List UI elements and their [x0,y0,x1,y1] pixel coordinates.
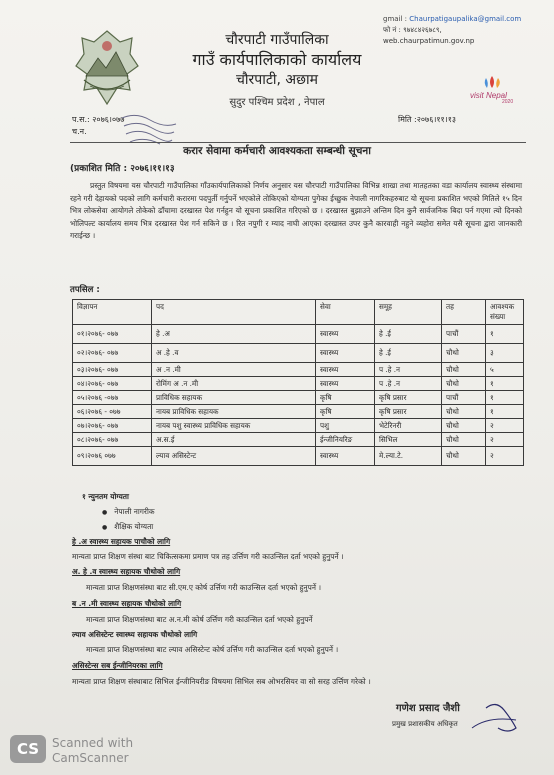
cell-group: प .हे .न [375,377,442,391]
visit-nepal-year: 2020 [502,99,514,104]
published-date: (प्रकाशित मिति : २०७६।११।१३ [70,164,175,174]
schedule-label: तपसिल : [70,285,100,295]
qualification-heading: ल्याव असिस्टेन्ट स्वास्थ्य सहायक चौथोको लागि [72,630,198,639]
qualification-text: मान्यता प्राप्त शिक्षणसंस्था बाट ल्याव असिस्टेन्ट कोर्ष उर्त्तिण गरी काउन्सिल दर्ता भएको हुनुपर्ने । [86,645,339,654]
cell-count: २ [486,433,524,447]
dispatch-number: च.न. [72,127,87,136]
cell-post: हे .अ [152,325,316,344]
camscanner-watermark [52,736,133,766]
notice-title: करार सेवामा कर्मचारी आवश्यकता सम्बन्धी सूचना [183,145,371,157]
col-service: सेवा [316,300,375,325]
cell-advertisement: ०५।२०७६ -०७७ [73,391,152,405]
cell-post: नायब प्राविधिक सहायक [152,405,316,419]
qualification-heading: हे .अ स्वास्थ्य सहायक पाचौको लागि [72,537,171,546]
office-name: गाउँ कार्यपालिकाको कार्यालय [192,50,362,69]
table-row [73,447,524,466]
cell-service: पशु [316,419,375,433]
cell-level: पाचौं [442,325,486,344]
table-row [73,433,524,447]
cell-post: प्राविधिक सहायक [152,391,316,405]
cell-service: स्वास्थ्य [316,363,375,377]
letter-number: प.स.: २०७६।०७७ [72,115,125,124]
cell-service: स्वास्थ्य [316,447,375,466]
cell-service: स्वास्थ्य [316,377,375,391]
qualification-heading: ब .न .मी स्वास्थ्य सहायक चौथोको लागि [72,599,182,608]
cell-level: चौथो [442,363,486,377]
cell-count: १ [486,405,524,419]
notice-body: प्रस्तुत विषयमा यस चौरपाटी गाउँपालिका गाँउकार्यपालिकाको निर्णय अनुसार यस चौरपाटी गाउँपालिका विभिन्न शाखा तथा मातहतका वडा कार्यालय स्वास्थ्य संस्थामा रहने गरी देहायको पदको लागि कर्मचारी करारमा पदपुर्ती गर्नुपर्ने भएकोले तोकिएको योग्यता पुगेका ईच्छुक नेपाली नागरिकहरुबाट यो सूचना प्रकाशित भएको मितिले १५ दिन भित्र लोकसेवा आयोगले तोकेको ढाँचामा दरखास्त पेश गर्नहुन यो सूचना प्रकाशित गरिएको छ । दरखास्त बुझाउने अन्तिम दिन कुनै सार्वजनिक बिदा पर्न गएमा त्यो दिनको भोलिपल्ट कार्यालय समय भित्र दरखास्त पेश गर्न सकिने छ । रित नपुगी र म्याद नाघी आएका दरखास्त उपर कुनै कारवाही नहुने व्यहोरा समेत यसै सूचना द्वारा जानकारी गराईन्छ । [70,181,522,241]
cell-group: सिभिल [375,433,442,447]
cell-level: चौथो [442,447,486,466]
table-row [73,419,524,433]
cell-level: चौथो [442,377,486,391]
table-row [73,405,524,419]
cell-service: ईन्जीनियरिङ [316,433,375,447]
cell-post: नायब पशु स्वास्थ्य प्राविधिक सहायक [152,419,316,433]
cell-advertisement: ०९।२०७६ ०७७ [73,447,152,466]
phone-text: फो नं : ९७४८४२६७८९, [383,26,442,34]
cell-level: चौथो [442,419,486,433]
cell-service: कृषि [316,391,375,405]
cell-level: पाचौं [442,391,486,405]
cell-advertisement: ०३।२०७६- ०७७ [73,363,152,377]
cell-count: १ [486,325,524,344]
cell-advertisement: ०१।२०७६- ०७७ [73,325,152,344]
cell-service: स्वास्थ्य [316,344,375,363]
table-row [73,344,524,363]
qualification-text: मान्यता प्राप्त शिक्षण संस्था बाट चिकित्सकमा प्रमाण पत्र तह उर्त्तिण गरी काउन्सिल दर्ता भएको हुनुपर्ने । [72,552,344,561]
cell-service: स्वास्थ्य [316,325,375,344]
cell-post: ल्याव असिस्टेन्ट [152,447,316,466]
website-link[interactable]: web.chaurpatimun.gov.np [383,37,475,45]
cell-advertisement: ०४।२०७६- ०७७ [73,377,152,391]
cell-post: रोमिंग अ .न .मी [152,377,316,391]
requirement-bullet: ● नेपाली नागरीक [102,507,155,517]
table-row [73,363,524,377]
cell-group: हे .ई [375,344,442,363]
cell-count: १ [486,391,524,405]
cell-group: कृषि प्रसार [375,405,442,419]
municipality-name: चौरपाटी गाउँपालिका [225,32,329,48]
cell-count: २ [486,447,524,466]
province-line: सुदुर पश्चिम प्रदेश , नेपाल [229,97,325,108]
notice-date: मिति :२०७६।११।१३ [398,115,457,124]
camscanner-logo-icon: CS [10,735,46,763]
cell-level: चौथो [442,433,486,447]
cell-count: ३ [486,344,524,363]
cell-level: चौथो [442,405,486,419]
cell-count: २ [486,419,524,433]
cell-advertisement: ०८।२०७६- ०७७ [73,433,152,447]
signatory-name: गणेश प्रसाद जैशी [396,703,460,714]
col-level: तह [442,300,486,325]
vacancy-table [72,299,524,466]
qualification-text: मान्यता प्राप्त शिक्षण संस्थाबाट सिभिल ईन्जीनियरीङ विषयमा सिभिल सब ओभरसियर वा सो सरह उर्त्तिण गरेको । [72,677,371,686]
office-location: चौरपाटी, अछाम [236,72,318,88]
cell-advertisement: ०६।२०७६ - ०७७ [73,405,152,419]
cell-count: १ [486,377,524,391]
email-link[interactable]: Chaurpatigaupalika@gmail.com [409,15,522,23]
col-advertisement: विज्ञापन [73,300,152,325]
email-label: gmail : [383,15,408,23]
cell-post: अ .हे .व [152,344,316,363]
cell-post: अ.स.ई [152,433,316,447]
cell-group: हे .ई [375,325,442,344]
cell-group: मे.ल्या.टे. [375,447,442,466]
cell-advertisement: ०७।२०७६- ०७७ [73,419,152,433]
cell-advertisement: ०२।२०७६- ०७७ [73,344,152,363]
cell-service: कृषि [316,405,375,419]
table-row [73,325,524,344]
cell-post: अ .न .मी [152,363,316,377]
qualification-text: मान्यता प्राप्त शिक्षणसंस्था बाट अ.न.मी कोर्ष उर्त्तिण गरी काउन्सिल दर्ता भएको हुनुपर्ने [86,615,313,624]
qualification-text: मान्यता प्राप्त शिक्षणसंस्था बाट सी.एम.ए कोर्ष उर्त्तिण गरी काउन्सिल दर्ता भएको हुनुपर्ने । [86,583,322,592]
table-row [73,391,524,405]
watermark-line1: Scanned with [52,736,134,750]
cell-count: ५ [486,363,524,377]
min-qualification-heading: १ न्युनतम योग्यता [82,492,129,501]
col-group: समूह [375,300,442,325]
cell-group: कृषि प्रसार [375,391,442,405]
col-required-count: आवश्यक संख्या [486,300,524,325]
header-divider [70,142,526,143]
table-row [73,377,524,391]
cell-group: प .हे .न [375,363,442,377]
qualification-heading: अ. हे .व स्वास्थ्य सहायक चौथोको लागि [72,567,181,576]
watermark-line2: CamScanner [52,751,129,765]
cell-level: चौथो [442,344,486,363]
visit-nepal-text: visit Nepal [470,91,507,100]
table-header-row [73,300,524,325]
qualification-heading: असिस्टेन्स सब ईन्जीनियरका लागि [72,661,163,670]
visit-nepal-logo [462,74,522,104]
cell-group: भेटेरिनरी [375,419,442,433]
col-post: पद [152,300,316,325]
requirement-bullet: ● शैक्षिक योग्यता [102,522,153,532]
signatory-title: प्रमुख प्रशासकीय अधिकृत [392,720,458,728]
